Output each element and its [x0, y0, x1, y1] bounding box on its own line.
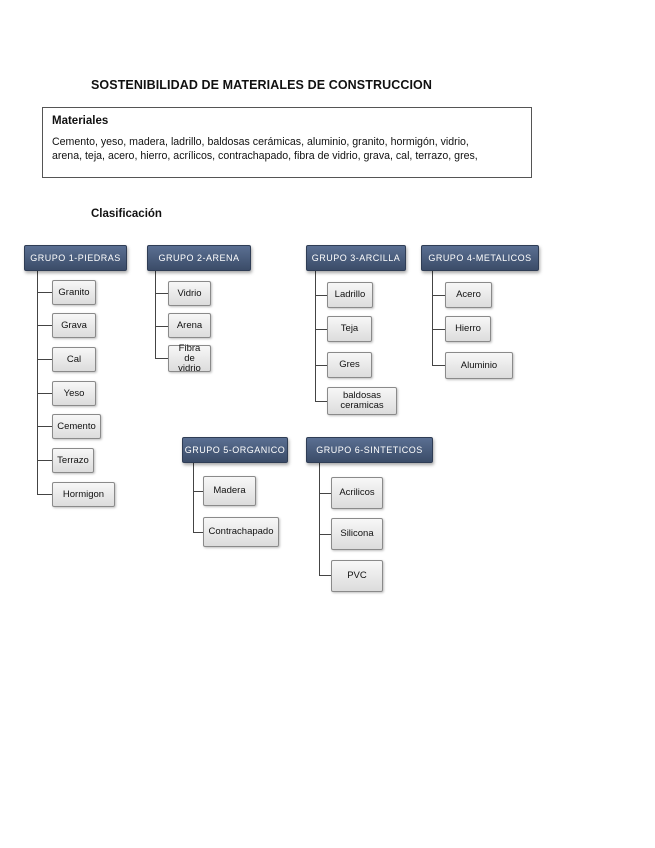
- group-6-box: GRUPO 6-SINTETICOS: [306, 437, 433, 463]
- group-1-item: Granito: [52, 280, 96, 305]
- group-3-item: Teja: [327, 316, 372, 342]
- group-1-item: Terrazo: [52, 448, 94, 473]
- group-1-item: Hormigon: [52, 482, 115, 507]
- connector: [155, 271, 156, 359]
- connector: [193, 491, 203, 492]
- connector: [155, 293, 168, 294]
- page-title: SOSTENIBILIDAD DE MATERIALES DE CONSTRUCCION: [91, 78, 432, 92]
- connector: [432, 329, 445, 330]
- materials-box: [42, 107, 532, 178]
- group-1-item: Grava: [52, 313, 96, 338]
- connector: [155, 358, 168, 359]
- connector: [432, 271, 433, 366]
- group-1-box: GRUPO 1-PIEDRAS: [24, 245, 127, 271]
- group-1-item: Yeso: [52, 381, 96, 406]
- group-3-item: baldosas ceramicas: [327, 387, 397, 415]
- group-6-item: Acrilicos: [331, 477, 383, 509]
- materials-heading: Materiales: [52, 115, 109, 127]
- group-2-item: Arena: [168, 313, 211, 338]
- connector: [37, 292, 52, 293]
- group-2-item: Fibra de vidrio: [168, 345, 211, 372]
- group-1-item: Cal: [52, 347, 96, 372]
- connector: [319, 575, 331, 576]
- connector: [319, 493, 331, 494]
- connector: [193, 532, 203, 533]
- group-2-item: Vidrio: [168, 281, 211, 306]
- connector: [432, 365, 445, 366]
- group-3-box: GRUPO 3-ARCILLA: [306, 245, 406, 271]
- group-3-item: Ladrillo: [327, 282, 373, 308]
- group-4-item: Aluminio: [445, 352, 513, 379]
- connector: [155, 326, 168, 327]
- connector: [319, 463, 320, 576]
- connector: [315, 329, 327, 330]
- materials-line-1: Cemento, yeso, madera, ladrillo, baldosas cerámicas, aluminio, granito, hormigón, vidrio,: [52, 136, 469, 148]
- connector: [315, 295, 327, 296]
- materials-line-2: arena, teja, acero, hierro, acrílicos, contrachapado, fibra de vidrio, grava, cal, terrazo, gres,: [52, 150, 478, 162]
- connector: [315, 401, 327, 402]
- connector: [37, 271, 38, 495]
- group-2-box: GRUPO 2-ARENA: [147, 245, 251, 271]
- group-4-item: Acero: [445, 282, 492, 308]
- connector: [319, 534, 331, 535]
- group-1-item: Cemento: [52, 414, 101, 439]
- connector: [315, 271, 316, 402]
- connector: [37, 426, 52, 427]
- group-6-item: Silicona: [331, 518, 383, 550]
- group-5-item: Madera: [203, 476, 256, 506]
- group-6-item: PVC: [331, 560, 383, 592]
- connector: [315, 365, 327, 366]
- group-3-item: Gres: [327, 352, 372, 378]
- connector: [193, 463, 194, 533]
- connector: [37, 460, 52, 461]
- connector: [37, 393, 52, 394]
- group-4-box: GRUPO 4-METALICOS: [421, 245, 539, 271]
- group-5-item: Contrachapado: [203, 517, 279, 547]
- connector: [432, 295, 445, 296]
- connector: [37, 494, 52, 495]
- group-4-item: Hierro: [445, 316, 491, 342]
- group-5-box: GRUPO 5-ORGANICO: [182, 437, 288, 463]
- classification-heading: Clasificación: [91, 208, 162, 220]
- connector: [37, 325, 52, 326]
- connector: [37, 359, 52, 360]
